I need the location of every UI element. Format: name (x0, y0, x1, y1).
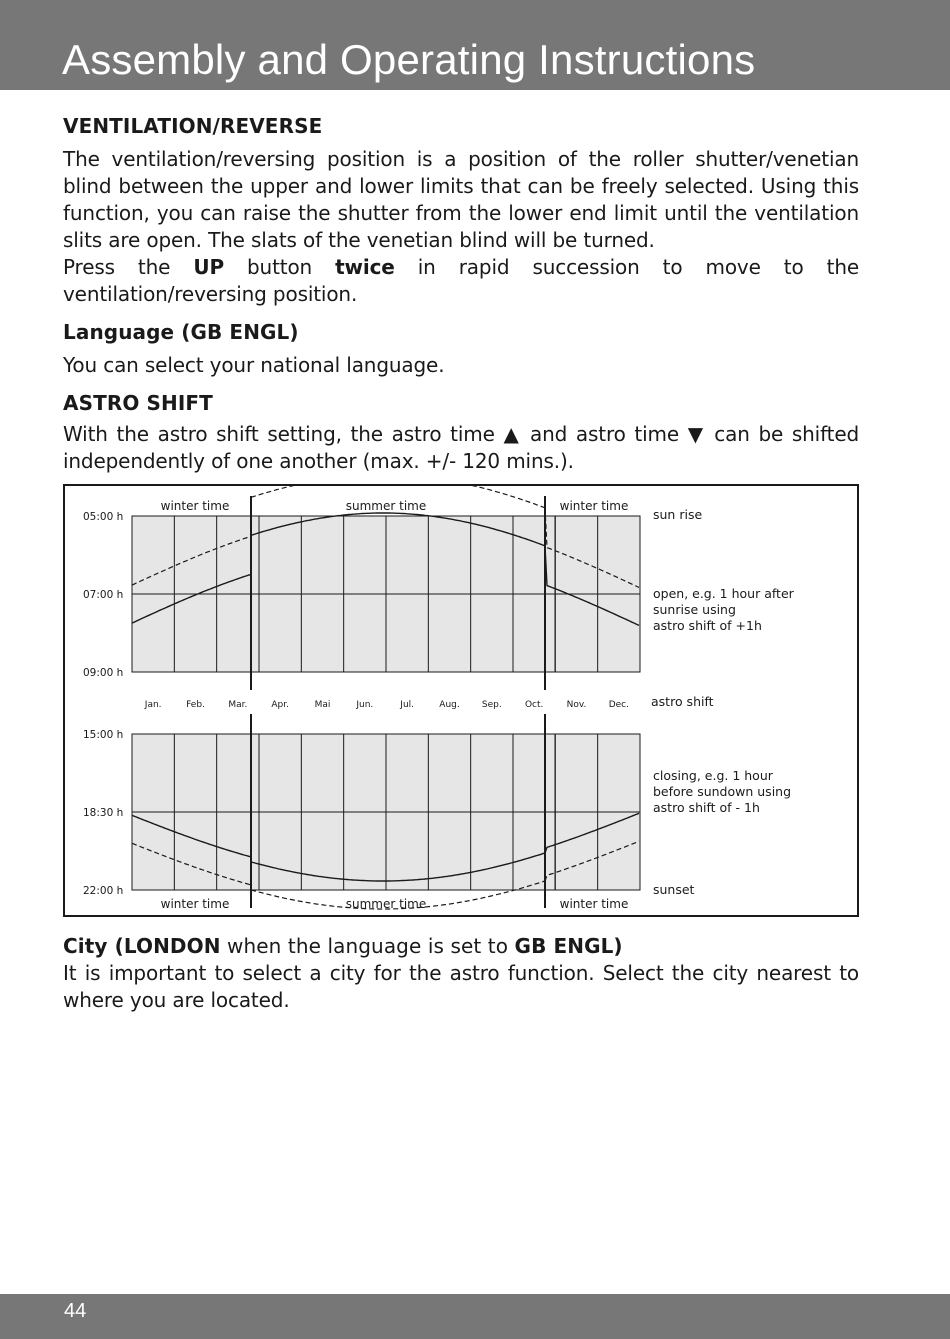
closing-note-label: astro shift of - 1h (653, 800, 760, 815)
city-heading-bold: GB ENGL) (514, 934, 623, 958)
page-title: Assembly and Operating Instructions (62, 36, 756, 83)
y-tick-label: 22:00 h (83, 885, 124, 897)
month-label: Jun. (356, 700, 374, 710)
twice-ref: twice (335, 255, 395, 279)
season-label: winter time (559, 897, 629, 911)
open-note-label: sunrise using (653, 602, 736, 617)
up-button-ref: UP (193, 255, 224, 279)
month-label: Aug. (439, 700, 460, 710)
month-label: Sep. (481, 700, 502, 710)
month-label: Apr. (271, 700, 289, 710)
month-label: Nov. (566, 700, 587, 710)
instruction-text: button (223, 255, 336, 279)
city-heading-text: when the language is set to (220, 934, 515, 958)
city-heading-bold: City (LONDON (63, 934, 221, 958)
month-label: Jan. (144, 700, 162, 710)
astro-text: and astro time (521, 422, 688, 446)
main-content (63, 112, 859, 475)
season-label: winter time (160, 499, 230, 513)
city-section (63, 932, 859, 1014)
page-header (0, 0, 950, 90)
down-triangle-icon: ▼ (687, 422, 706, 446)
closing-note-label: closing, e.g. 1 hour (653, 768, 773, 783)
month-label: Oct. (524, 700, 544, 710)
y-tick-label: 18:30 h (83, 807, 124, 819)
ventilation-paragraph: The ventilation/reversing position is a position of the roller shutter/venetian blind between the upper and lower limits that can be freely selected. Using this function, you can raise the shutter from the lower end limit until the ventilation slits are open. The slats of the venetian blind will be turned. (63, 147, 859, 252)
sunset-label: sunset (653, 882, 695, 897)
language-text: You can select your national language. (63, 353, 445, 377)
open-note-label: astro shift of +1h (653, 618, 762, 633)
ventilation-heading: VENTILATION/REVERSE (63, 114, 323, 138)
closing-note-label: before sundown using (653, 784, 792, 799)
astro-shift-label: astro shift (651, 694, 714, 709)
ventilation-instruction (63, 254, 859, 308)
city-text: It is important to select a city for the astro function. Select the city nearest to where you are located. (63, 961, 859, 1012)
month-label: Jul. (400, 700, 415, 710)
city-heading (63, 932, 859, 960)
page-number: 44 (64, 1300, 87, 1322)
open-note-label: open, e.g. 1 hour after (653, 586, 794, 601)
y-tick-label: 15:00 h (83, 729, 124, 741)
sunrise-label: sun rise (653, 507, 703, 522)
y-tick-label: 05:00 h (83, 511, 124, 523)
language-heading: Language (GB ENGL) (63, 320, 299, 344)
astro-shift-text (63, 421, 859, 475)
y-tick-label: 09:00 h (83, 667, 124, 679)
page-footer (0, 1294, 950, 1339)
season-label: summer time (345, 499, 427, 513)
instruction-text: in rapid succession to move to the ventilation/reversing position. (63, 255, 859, 306)
instruction-text: Press the (63, 255, 194, 279)
month-label: Dec. (608, 700, 629, 710)
astro-shift-chart (63, 484, 859, 917)
astro-text: With the astro shift setting, the astro time (63, 422, 504, 446)
month-label: Mai (314, 700, 331, 710)
month-label: Mar. (228, 700, 248, 710)
astro-chart-svg (65, 486, 861, 919)
up-triangle-icon: ▲ (503, 422, 522, 446)
season-label: winter time (160, 897, 230, 911)
month-label: Feb. (186, 700, 205, 710)
season-label: winter time (559, 499, 629, 513)
astro-text: can be shifted independently of one another (max. +/- 120 mins.). (63, 422, 860, 473)
astro-shift-heading: ASTRO SHIFT (63, 391, 213, 415)
y-tick-label: 07:00 h (83, 589, 124, 601)
season-label: summer time (345, 897, 427, 911)
